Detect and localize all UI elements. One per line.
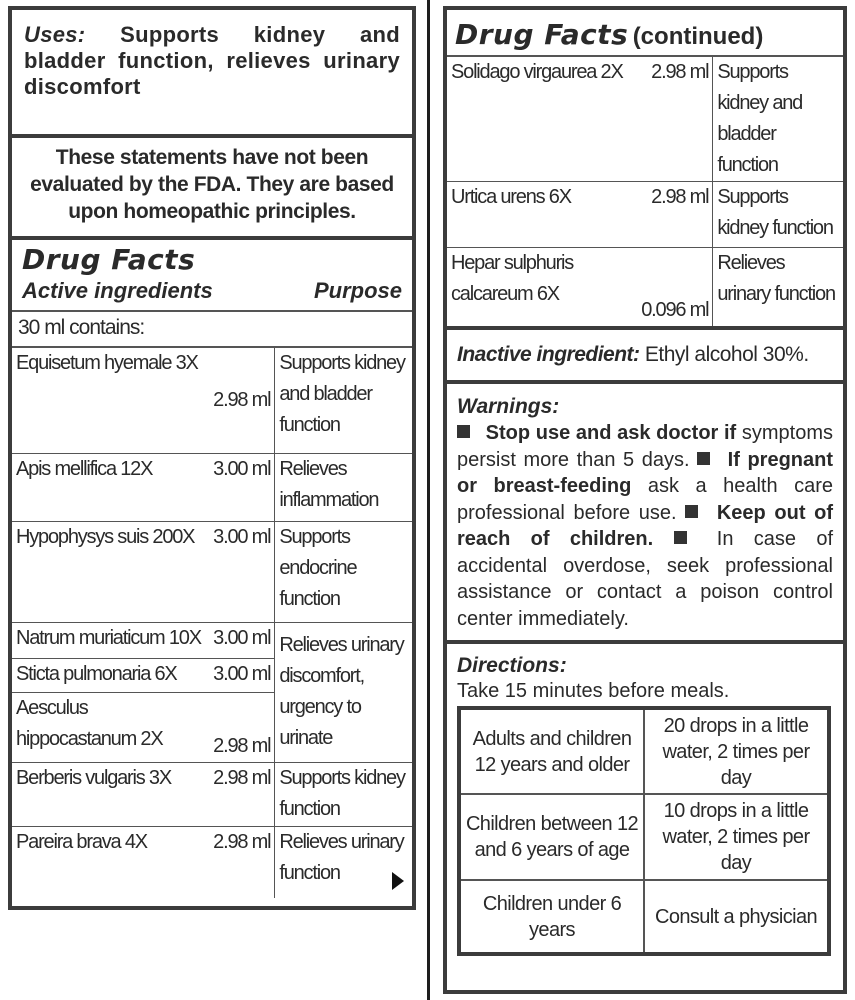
age-group: Children under 6 years bbox=[459, 880, 644, 954]
dosage-table bbox=[457, 706, 831, 956]
table-row bbox=[12, 762, 412, 826]
ingredients-table bbox=[12, 348, 412, 898]
table-row bbox=[459, 880, 829, 954]
bullet-icon bbox=[685, 505, 698, 518]
purpose-text: Relieves urinary function bbox=[279, 830, 404, 884]
warning-pregnant-text: ask a health care professional before use. bbox=[457, 475, 833, 524]
left-label-panel bbox=[8, 6, 416, 910]
ingredient-amount: 3.00 ml bbox=[205, 521, 275, 622]
directions-title: Directions: bbox=[457, 654, 567, 677]
ingredient-amount: 3.00 ml bbox=[205, 658, 275, 692]
ingredient-amount: 2.98 ml bbox=[637, 182, 713, 248]
ingredient-name: Natrum muriaticum 10X bbox=[12, 622, 205, 658]
ingredient-amount: 2.98 ml bbox=[205, 762, 275, 826]
dosage: 20 drops in a little water, 2 times per day bbox=[644, 708, 829, 794]
directions-section bbox=[447, 644, 843, 966]
drug-facts-section bbox=[12, 240, 412, 898]
table-row bbox=[459, 708, 829, 794]
ingredient-purpose: Supports kidney and bladder function bbox=[713, 57, 843, 182]
warning-overdose-text: In case of accidental overdose, seek professional assistance or contact a poison control center immediately. bbox=[457, 528, 833, 630]
column-divider bbox=[427, 0, 430, 1000]
ingredient-purpose: Relieves urinary discomfort, urgency to urinate bbox=[275, 622, 412, 762]
purpose-heading: Purpose bbox=[313, 278, 402, 303]
drug-facts-continued-header bbox=[447, 10, 843, 57]
ingredient-amount: 3.00 ml bbox=[205, 622, 275, 658]
ingredient-amount: 2.98 ml bbox=[637, 57, 713, 182]
bullet-icon bbox=[697, 452, 710, 465]
table-row bbox=[459, 794, 829, 880]
ingredient-name: Hypophysys suis 200X bbox=[12, 521, 205, 622]
uses-section bbox=[12, 10, 412, 138]
warning-keep-out: Keep out of reach of children. bbox=[457, 501, 833, 550]
continue-arrow-icon bbox=[392, 872, 404, 890]
ingredient-name: Hepar sulphuris calcareum 6X bbox=[447, 248, 637, 326]
right-label-panel bbox=[443, 6, 847, 994]
drug-facts-continued-section bbox=[447, 10, 843, 330]
table-row bbox=[12, 453, 412, 521]
dosage: 10 drops in a little water, 2 times per day bbox=[644, 794, 829, 880]
table-row bbox=[447, 57, 843, 182]
age-group: Children between 12 and 6 years of age bbox=[459, 794, 644, 880]
directions-text: Take 15 minutes before meals. bbox=[457, 680, 730, 702]
bullet-icon bbox=[457, 425, 470, 438]
table-row bbox=[12, 348, 412, 453]
table-row bbox=[12, 521, 412, 622]
table-row bbox=[12, 622, 412, 658]
drug-facts-title: Drug Facts bbox=[455, 18, 629, 51]
bullet-icon bbox=[674, 531, 687, 544]
drug-facts-header bbox=[12, 240, 412, 312]
table-row bbox=[447, 182, 843, 248]
warning-stop-use-text: symptoms persist more than 5 days. bbox=[457, 422, 834, 471]
ingredient-purpose: Relieves urinary function bbox=[713, 248, 843, 326]
ingredient-amount: 0.096 ml bbox=[637, 248, 713, 326]
ingredient-name: Berberis vulgaris 3X bbox=[12, 762, 205, 826]
drug-facts-title: Drug Facts bbox=[22, 243, 196, 276]
warnings-section bbox=[447, 384, 843, 645]
ingredient-name: Sticta pulmonaria 6X bbox=[12, 658, 205, 692]
ingredient-name: Aesculus hippocastanum 2X bbox=[12, 692, 205, 762]
ingredient-purpose: Supports kidney function bbox=[275, 762, 412, 826]
warnings-title: Warnings: bbox=[457, 394, 560, 418]
ingredient-purpose: Supports endocrine function bbox=[275, 521, 412, 622]
ingredients-table-continued bbox=[447, 57, 843, 326]
contains-line: 30 ml contains: bbox=[12, 312, 412, 348]
dosage: Consult a physician bbox=[644, 880, 829, 954]
ingredient-amount: 2.98 ml bbox=[205, 692, 275, 762]
ingredient-purpose: Supports kidney and bladder function bbox=[275, 348, 412, 453]
ingredient-name: Equisetum hyemale 3X bbox=[12, 348, 205, 453]
uses-text: Supports kidney and bladder function, relieves urinary discomfort bbox=[24, 22, 400, 99]
ingredient-name: Solidago virgaurea 2X bbox=[447, 57, 637, 182]
ingredient-amount: 2.98 ml bbox=[205, 826, 275, 898]
warnings-body bbox=[457, 420, 833, 632]
continued-label: (continued) bbox=[632, 23, 764, 50]
ingredient-amount: 2.98 ml bbox=[205, 348, 275, 453]
inactive-label: Inactive ingredient: bbox=[457, 342, 640, 366]
ingredient-purpose: Relieves inflammation bbox=[275, 453, 412, 521]
uses-label: Uses: bbox=[24, 22, 86, 47]
ingredient-name: Apis mellifica 12X bbox=[12, 453, 205, 521]
ingredient-purpose bbox=[275, 826, 412, 898]
table-row bbox=[447, 248, 843, 326]
ingredient-name: Urtica urens 6X bbox=[447, 182, 637, 248]
warning-stop-use: Stop use and ask doctor if bbox=[485, 422, 737, 444]
fda-disclaimer: These statements have not been evaluated by the FDA. They are based upon homeopathic principles. bbox=[12, 138, 412, 240]
active-ingredients-heading: Active ingredients bbox=[22, 278, 213, 303]
ingredient-amount: 3.00 ml bbox=[205, 453, 275, 521]
inactive-ingredient-section bbox=[447, 330, 843, 384]
ingredient-purpose: Supports kidney function bbox=[713, 182, 843, 248]
inactive-text: Ethyl alcohol 30%. bbox=[644, 342, 809, 366]
table-row bbox=[12, 826, 412, 898]
ingredient-name: Pareira brava 4X bbox=[12, 826, 205, 898]
warning-pregnant: If pregnant or breast-feeding bbox=[457, 448, 833, 497]
age-group: Adults and children 12 years and older bbox=[459, 708, 644, 794]
